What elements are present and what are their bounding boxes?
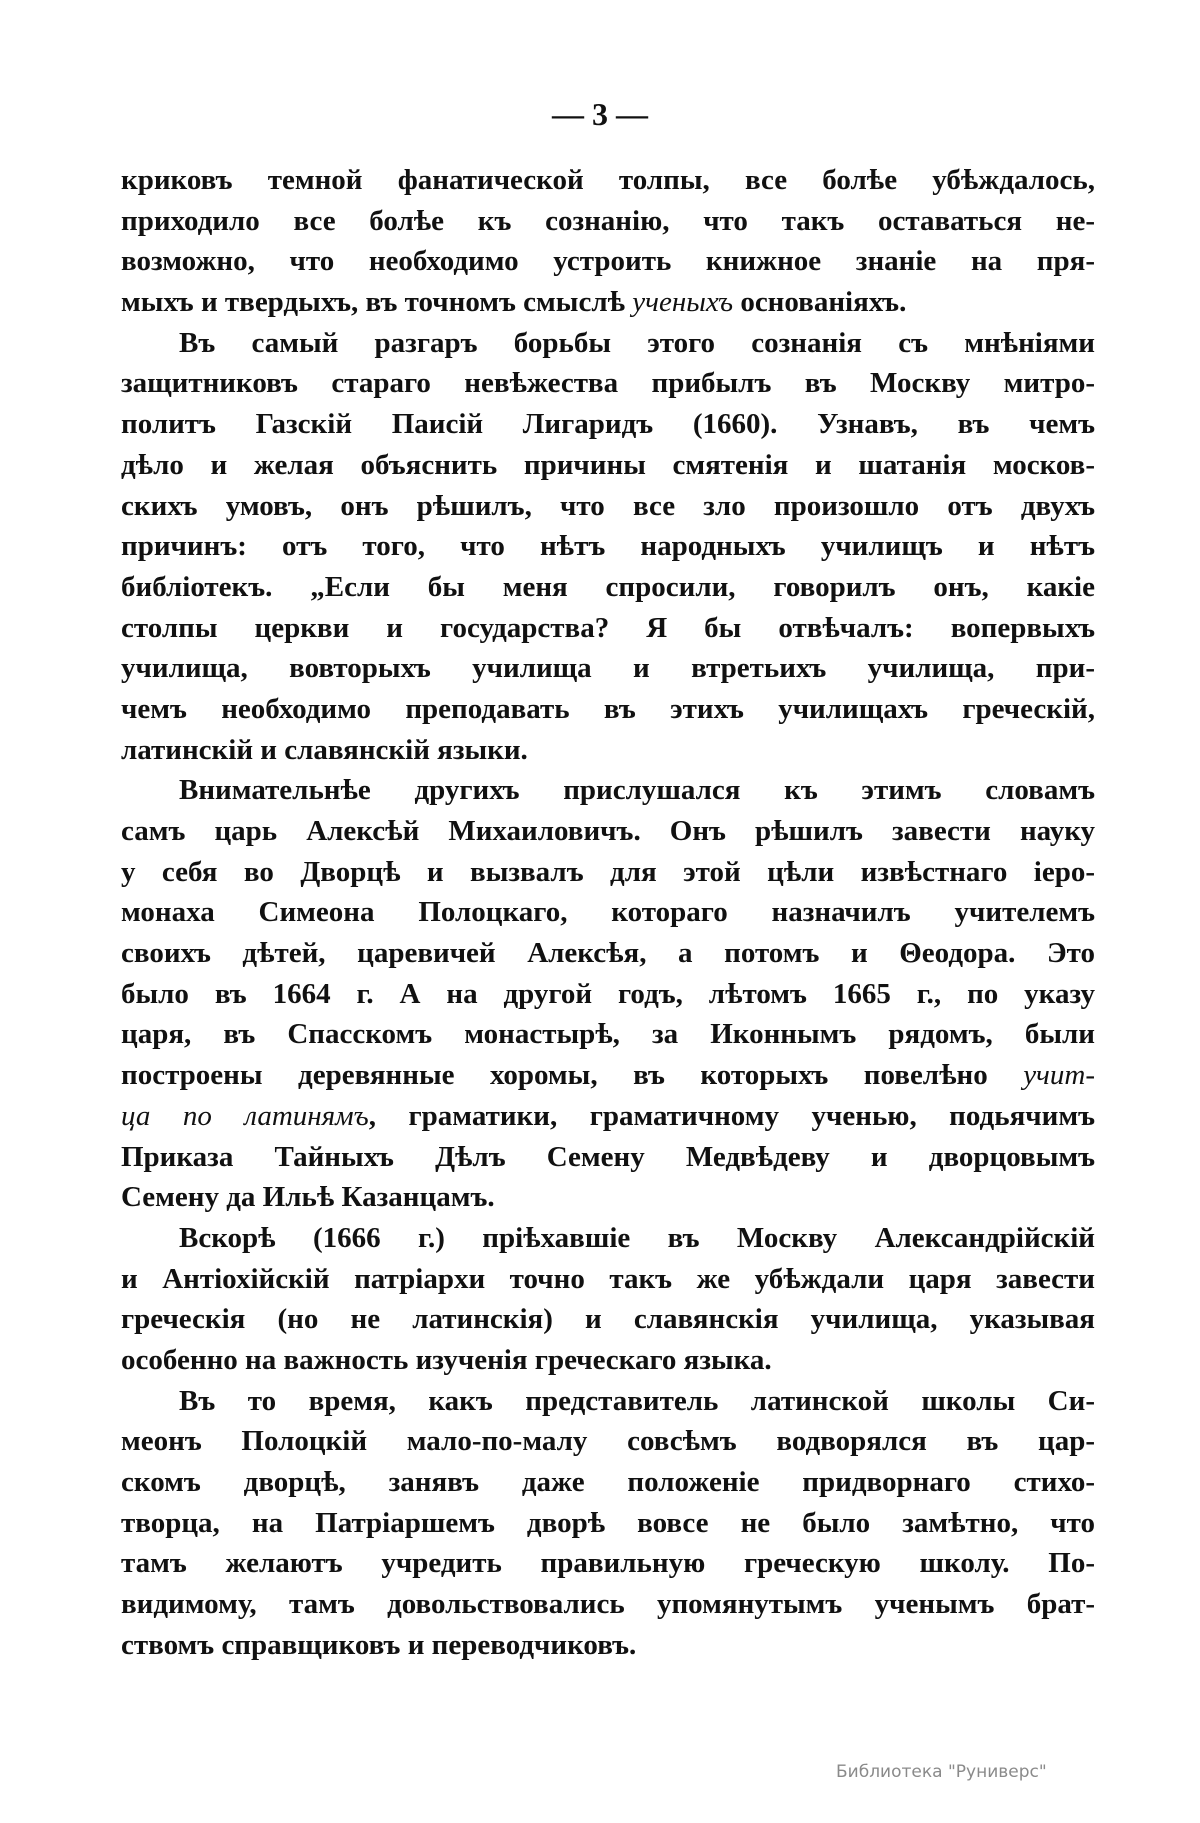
text-segment: училища, вовторыхъ училища и втретьихъ училища, при- [121,652,1095,685]
text-segment: библіотекъ. „Если бы меня спросили, говорилъ онъ, какіе [121,570,1095,603]
text-line [121,892,1095,933]
text-segment: меонъ Полоцкій мало-по-малу совсѣмъ водворялся въ цар- [121,1425,1095,1458]
text-line [121,1137,1095,1178]
text-line [121,282,1095,323]
text-line [121,1177,1095,1218]
text-segment: скихъ умовъ, онъ рѣшилъ, что все зло произошло отъ двухъ [121,489,1095,522]
page-number: — 3 — [552,96,648,132]
text-line [121,933,1095,974]
italic-text: учит- [1023,1059,1095,1092]
italic-text: ученыхъ [632,286,734,319]
text-line [121,1096,1095,1137]
text-line [121,770,1095,811]
text-line [121,567,1095,608]
text-line [121,811,1095,852]
text-line [121,363,1095,404]
text-segment: монаха Симеона Полоцкаго, котораго назначилъ учителемъ [121,896,1095,929]
text-segment: Въ то время, какъ представитель латинской школы Си- [179,1384,1095,1417]
text-line [121,1299,1095,1340]
text-line [121,201,1095,242]
text-segment: дѣло и желая объяснить причины смятенія и шатанія москов- [121,448,1095,481]
text-line [121,1218,1095,1259]
text-line [121,1259,1095,1300]
text-line [121,1340,1095,1381]
text-segment: , граматики, граматичному ученью, подьячимъ [368,1099,1095,1132]
text-segment: самъ царь Алексѣй Михаиловичъ. Онъ рѣшилъ завести науку [121,815,1095,847]
text-line [121,404,1095,445]
text-line [121,648,1095,689]
text-segment: Приказа Тайныхъ Дѣлъ Семену Медвѣдеву и дворцовымъ [121,1140,1095,1173]
text-line [121,1421,1095,1462]
text-segment: основаніяхъ. [733,286,907,319]
text-line [121,1584,1095,1625]
page-text-body [121,160,1095,1665]
text-segment: было въ 1664 г. А на другой годъ, лѣтомъ 1665 г., по указу [121,977,1095,1010]
text-segment: особенно на важность изученія греческаго языка. [121,1343,772,1376]
text-line [121,1503,1095,1544]
text-segment: причинъ: отъ того, что нѣтъ народныхъ училищъ и нѣтъ [121,530,1095,563]
text-segment: Внимательнѣе другихъ прислушался къ этимъ словамъ [179,774,1095,807]
text-line [121,323,1095,364]
text-line [121,1381,1095,1422]
italic-text: ца по латинямъ [121,1099,369,1132]
text-segment: своихъ дѣтей, царевичей Алексѣя, а потомъ и Θеодора. Это [121,937,1095,970]
text-segment: чемъ необходимо преподавать въ этихъ училищахъ греческій, [121,692,1095,725]
text-segment: Вскорѣ (1666 г.) пріѣхавшіе въ Москву Александрійскій [179,1221,1095,1254]
text-line [121,974,1095,1015]
text-line [121,1014,1095,1055]
text-segment: криковъ темной фанатической толпы, все болѣе убѣждалось, [121,164,1095,196]
text-segment: построены деревянные хоромы, въ которыхъ повелѣно [121,1059,1024,1092]
text-line [121,526,1095,567]
text-segment: столпы церкви и государства? Я бы отвѣчалъ: вопервыхъ [121,611,1095,644]
text-segment: скомъ дворцѣ, занявъ даже положеніе придворнаго стихо- [121,1466,1095,1498]
text-line [121,445,1095,486]
text-line [121,1543,1095,1584]
text-segment: мыхъ и твердыхъ, въ точномъ смыслѣ [121,286,633,319]
text-segment: царя, въ Спасскомъ монастырѣ, за Иконнымъ рядомъ, были [121,1018,1095,1051]
text-segment: политъ Газскій Паисій Лигаридъ (1660). Узнавъ, въ чемъ [121,408,1095,441]
text-line [121,689,1095,730]
text-line [121,852,1095,893]
text-line [121,1625,1095,1666]
text-line [121,730,1095,771]
text-segment: приходило все болѣе къ сознанію, что такъ оставаться не- [121,204,1095,237]
library-watermark: Библиотека "Руниверс" [836,1762,1047,1782]
text-segment: Въ самый разгаръ борьбы этого сознанія съ мнѣніями [179,326,1095,359]
text-segment: у себя во Дворцѣ и вызвалъ для этой цѣли извѣстнаго іеро- [121,855,1095,888]
text-segment: и Антіохійскій патріархи точно такъ же убѣждали царя завести [121,1262,1095,1295]
text-segment: видимому, тамъ довольствовались упомянутымъ ученымъ брат- [121,1588,1095,1621]
text-segment: Семену да Ильѣ Казанцамъ. [121,1181,495,1214]
text-line [121,1055,1095,1096]
text-line [121,486,1095,527]
text-segment: защитниковъ стараго невѣжества прибылъ въ Москву митро- [121,367,1095,400]
text-segment: возможно, что необходимо устроить книжное знаніе на пря- [121,245,1095,278]
text-segment: ствомъ справщиковъ и переводчиковъ. [121,1628,637,1661]
text-segment: творца, на Патріаршемъ дворѣ вовсе не было замѣтно, что [121,1506,1095,1539]
text-segment: тамъ желаютъ учредить правильную греческую школу. По- [121,1547,1095,1580]
text-line [121,241,1095,282]
text-line [121,608,1095,649]
text-line [121,160,1095,201]
text-segment: латинскій и славянскій языки. [121,733,528,766]
text-line [121,1462,1095,1503]
text-segment: греческія (но не латинскія) и славянскія училища, указывая [121,1303,1095,1336]
